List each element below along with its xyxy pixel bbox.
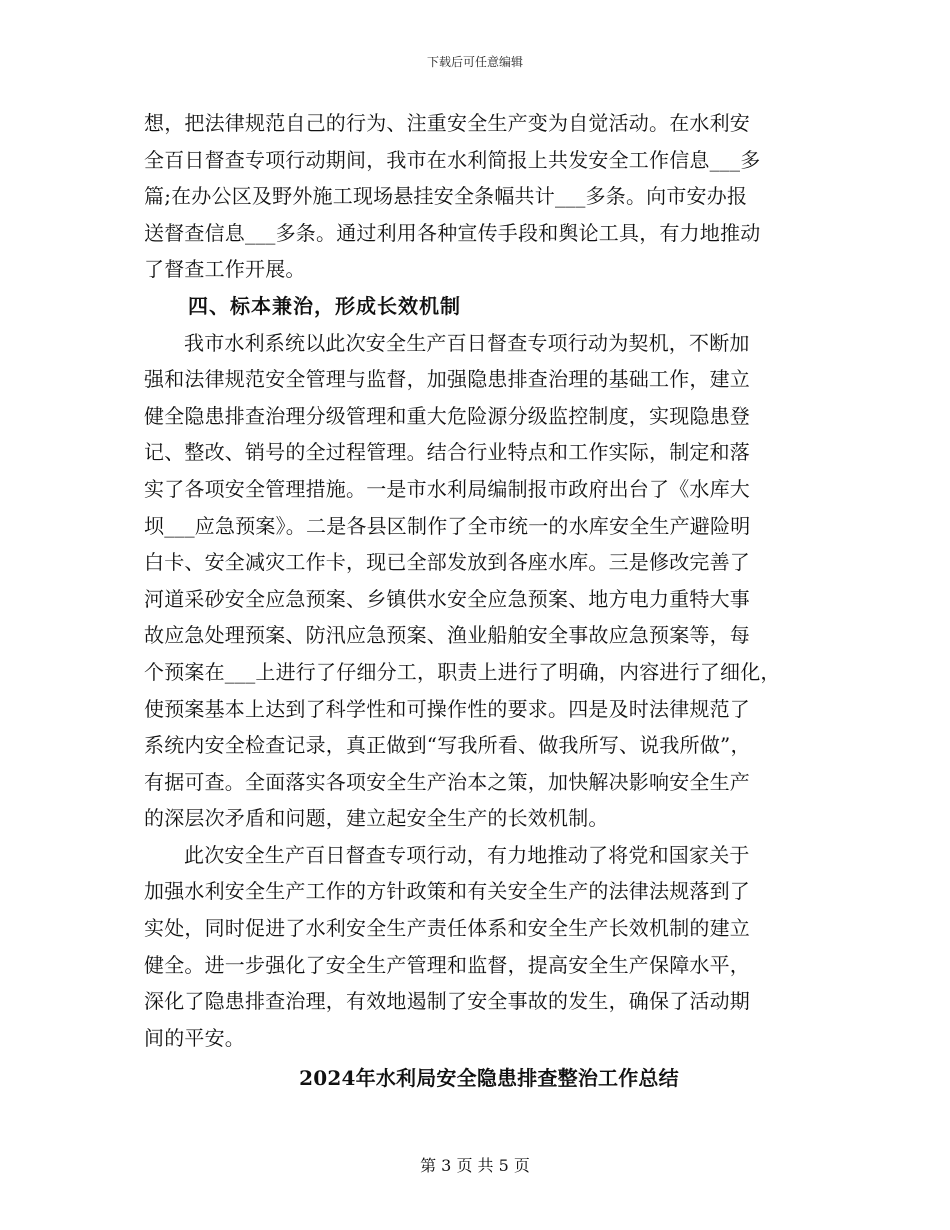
text-line: 了督查工作开展。 (144, 257, 306, 282)
text-line: 篇;在办公区及野外施工现场悬挂安全条幅共计___多条。向市安办报 (144, 184, 748, 209)
text-line: 的深层次矛盾和问题，建立起安全生产的长效机制。 (144, 806, 609, 831)
text-line: 实了各项安全管理措施。一是市水利局编制报市政府出台了《水库大 (144, 476, 750, 501)
text-line: 健全隐患排查治理分级管理和重大危险源分级监控制度，实现隐患登 (144, 403, 750, 428)
paragraph-conclusion (144, 837, 814, 1057)
text-line: 加强水利安全生产工作的方针政策和有关安全生产的法律法规落到了 (144, 879, 750, 904)
text-line: 此次安全生产百日督查专项行动，有力地推动了将党和国家关于 (184, 842, 750, 867)
text-line: 使预案基本上达到了科学性和可操作性的要求。四是及时法律规范了 (144, 696, 750, 721)
text-line: 故应急处理预案、防汛应急预案、渔业船舶安全事故应急预案等，每 (144, 623, 750, 648)
text-line: 系统内安全检查记录，真正做到“写我所看、做我所写、说我所做”， (144, 733, 751, 758)
text-line: 强和法律规范安全管理与监督，加强隐患排查治理的基础工作，建立 (144, 367, 750, 392)
text-line: 有据可查。全面落实各项安全生产治本之策，加快解决影响安全生产 (144, 769, 750, 794)
text-line: 健全。进一步强化了安全生产管理和监督，提高安全生产保障水平， (144, 952, 750, 977)
page-footer: 第 3 页 共 5 页 (420, 1156, 530, 1175)
paragraph-continued (144, 105, 814, 288)
page-header: 下载后可任意编辑 (426, 55, 523, 69)
text-line: 想，把法律规范自己的行为、注重安全生产变为自觉活动。在水利安 (144, 111, 750, 135)
text-line: 河道采砂安全应急预案、乡镇供水安全应急预案、地方电力重特大事 (144, 586, 750, 611)
text-line: 我市水利系统以此次安全生产百日督查专项行动为契机，不断加 (184, 330, 750, 355)
text-line: 记、整改、销号的全过程管理。结合行业特点和工作实际，制定和落 (144, 440, 750, 465)
next-document-title: 2024年水利局安全隐患排查整治工作总结 (299, 1066, 679, 1091)
text-line: 白卡、安全减灾工作卡，现已全部发放到各座水库。三是修改完善了 (144, 550, 750, 575)
section-heading: 四、标本兼治，形成长效机制 (188, 293, 461, 318)
text-line: 深化了隐患排查治理，有效地遏制了安全事故的发生，确保了活动期 (144, 989, 750, 1014)
text-line: 个预案在___上进行了仔细分工，职责上进行了明确，内容进行了细化， (144, 659, 781, 684)
text-line: 坝___应急预案》。二是各县区制作了全市统一的水库安全生产避险明 (144, 513, 751, 538)
document-body (144, 105, 814, 1097)
text-line: 实处，同时促进了水利安全生产责任体系和安全生产长效机制的建立 (144, 916, 750, 941)
text-line: 全百日督查专项行动期间，我市在水利简报上共发安全工作信息___多 (144, 147, 761, 172)
text-line: 间的平安。 (144, 1025, 245, 1050)
text-line: 送督查信息___多条。通过利用各种宣传手段和舆论工具，有力地推动 (144, 220, 761, 245)
paragraph-measures (144, 325, 814, 837)
